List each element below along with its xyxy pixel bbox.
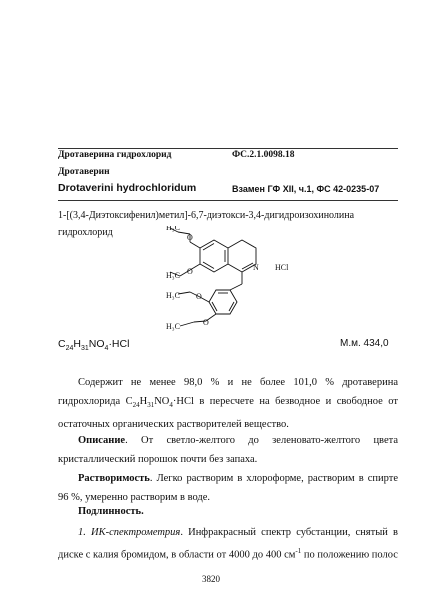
description-paragraph: Описание. От светло-желтого до зеленовато-желтого цвета кристаллический порошок почти без запаха. <box>58 435 398 465</box>
header-bottom-rule <box>58 200 398 201</box>
drug-name-ru: Дротаверина гидрохлорид <box>58 150 172 160</box>
solubility-paragraph: Растворимость. Легко растворим в хлороформе, растворим в спирте 96 %, умеренно растворим в воде. <box>58 473 398 503</box>
hcl-label: HCl <box>275 263 289 272</box>
solubility-label: Растворимость <box>78 473 150 484</box>
svg-text:O: O <box>196 292 202 301</box>
drug-name-latin: Drotaverini hydrochloridum <box>58 182 197 194</box>
page-number: 3820 <box>202 574 220 584</box>
drug-short-name-ru: Дротаверин <box>58 167 110 177</box>
content-paragraph: Содержит не менее 98,0 % и не более 101,0 % дротаверина гидрохлорида $C_{24}H_{31}NO_4\cdot HCl$ в пересчете на безводное и свободное от остаточных органических растворителей вещество. <box>58 377 398 431</box>
replaces-note: Взамен ГФ XII, ч.1, ФС 42-0235-07 <box>232 184 380 194</box>
ch3-label-1: H₃C <box>166 226 180 232</box>
ir-method-label: 1. ИК-спектрометрия <box>78 527 181 538</box>
molecular-formula: $C_{24}H_{31}NO_4\cdot HCl$ <box>58 338 130 353</box>
iupac-name-line2: гидрохлорид <box>58 227 113 238</box>
fs-number: ФС.2.1.0098.18 <box>232 150 295 160</box>
iupac-name-line1: 1-[(3,4-Диэтоксифенил)метил]-6,7-диэтокси-3,4-дигидроизохинолина <box>58 210 355 221</box>
ch3-label-3: H₃C <box>166 291 180 300</box>
description-label: Описание <box>78 435 126 446</box>
nitrogen-label: N <box>253 263 259 272</box>
svg-text:O: O <box>203 318 209 327</box>
identity-heading: Подлинность. <box>78 506 144 517</box>
molecular-mass: М.м. 434,0 <box>340 338 389 349</box>
ch3-label-2: H₃C <box>166 271 180 280</box>
structural-formula <box>150 226 300 334</box>
svg-text:O: O <box>187 267 193 276</box>
header-top-rule <box>58 148 398 149</box>
ch3-label-4: H₃C <box>166 322 180 331</box>
svg-text:O: O <box>187 233 193 242</box>
ir-paragraph: 1. ИК-спектрометрия. Инфракрасный спектр субстанции, снятый в диске с калия бромидом, в области от 4000 до 400 $см^{-1}$ по положению полос <box>58 527 398 561</box>
